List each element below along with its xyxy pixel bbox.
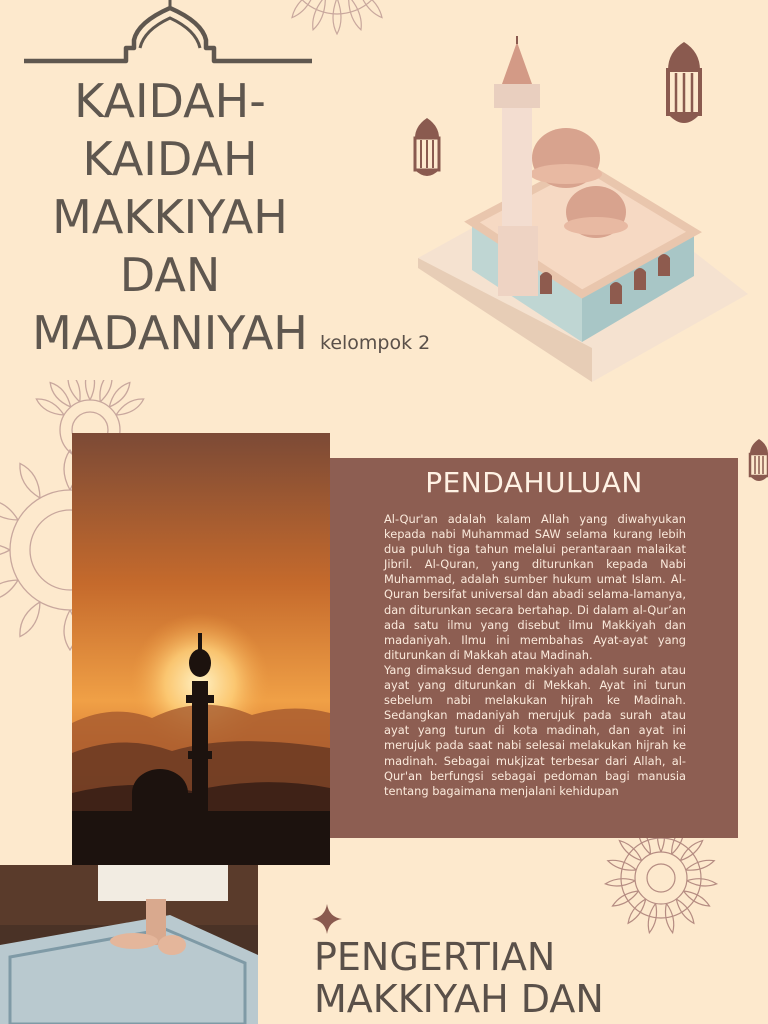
introduction-body (384, 512, 686, 799)
sparkle-icon (312, 904, 342, 934)
introduction-panel (330, 458, 738, 838)
sunset-mosque-photo (72, 433, 330, 865)
introduction-heading: PENDAHULUAN (425, 466, 643, 499)
cover-title: KAIDAH-KAIDAH MAKKIYAH DAN MADANIYAH (32, 74, 308, 360)
mosque-illustration (414, 36, 750, 382)
prayer-rug-photo (0, 865, 258, 1024)
lantern-icon (748, 438, 768, 486)
cover-subtitle: kelompok 2 (320, 332, 431, 354)
section-heading-makkiyah: PENGERTIAN MAKKIYAH DAN (314, 935, 604, 1021)
introduction-paragraph: Yang dimaksud dengan makiyah adalah surah atau ayat yang diturunkan di Mekkah. Ayat ini turun sebelum nabi melakukan hijrah ke Madinah. Sedangkan madaniyah merujuk pada surah atau ayat yang turun di kota madinah, dan ayat ini merujuk pada saat nabi selesai melakukan hijrah ke madinah. Sebagai mukjizat terbesar dari Allah, al-Qur'an berfungsi sebagai pedoman bagi manusia tentang bagaimana menjalani kehidupan (384, 662, 686, 798)
introduction-paragraph: Al-Qur'an adalah kalam Allah yang diwahyukan kepada nabi Muhammad SAW selama kurang lebih dua puluh tiga tahun melalui perantaraan malaikat Jibril. Al-Quran, yang diturunkan kepada Nabi Muhammad, adalah sumber hukum umat Islam. Al-Quran bersifat universal dan abadi selama-lamanya, dan diturunkan secara bertahap. Di dalam al-Qur’an ada satu ilmu yang disebut ilmu Makkiyah dan madaniyah. Ilmu ini membahas Ayat-ayat yang diturunkan di Makkah atau Madinah. (384, 512, 686, 662)
mosque-outline-icon (22, 0, 314, 66)
